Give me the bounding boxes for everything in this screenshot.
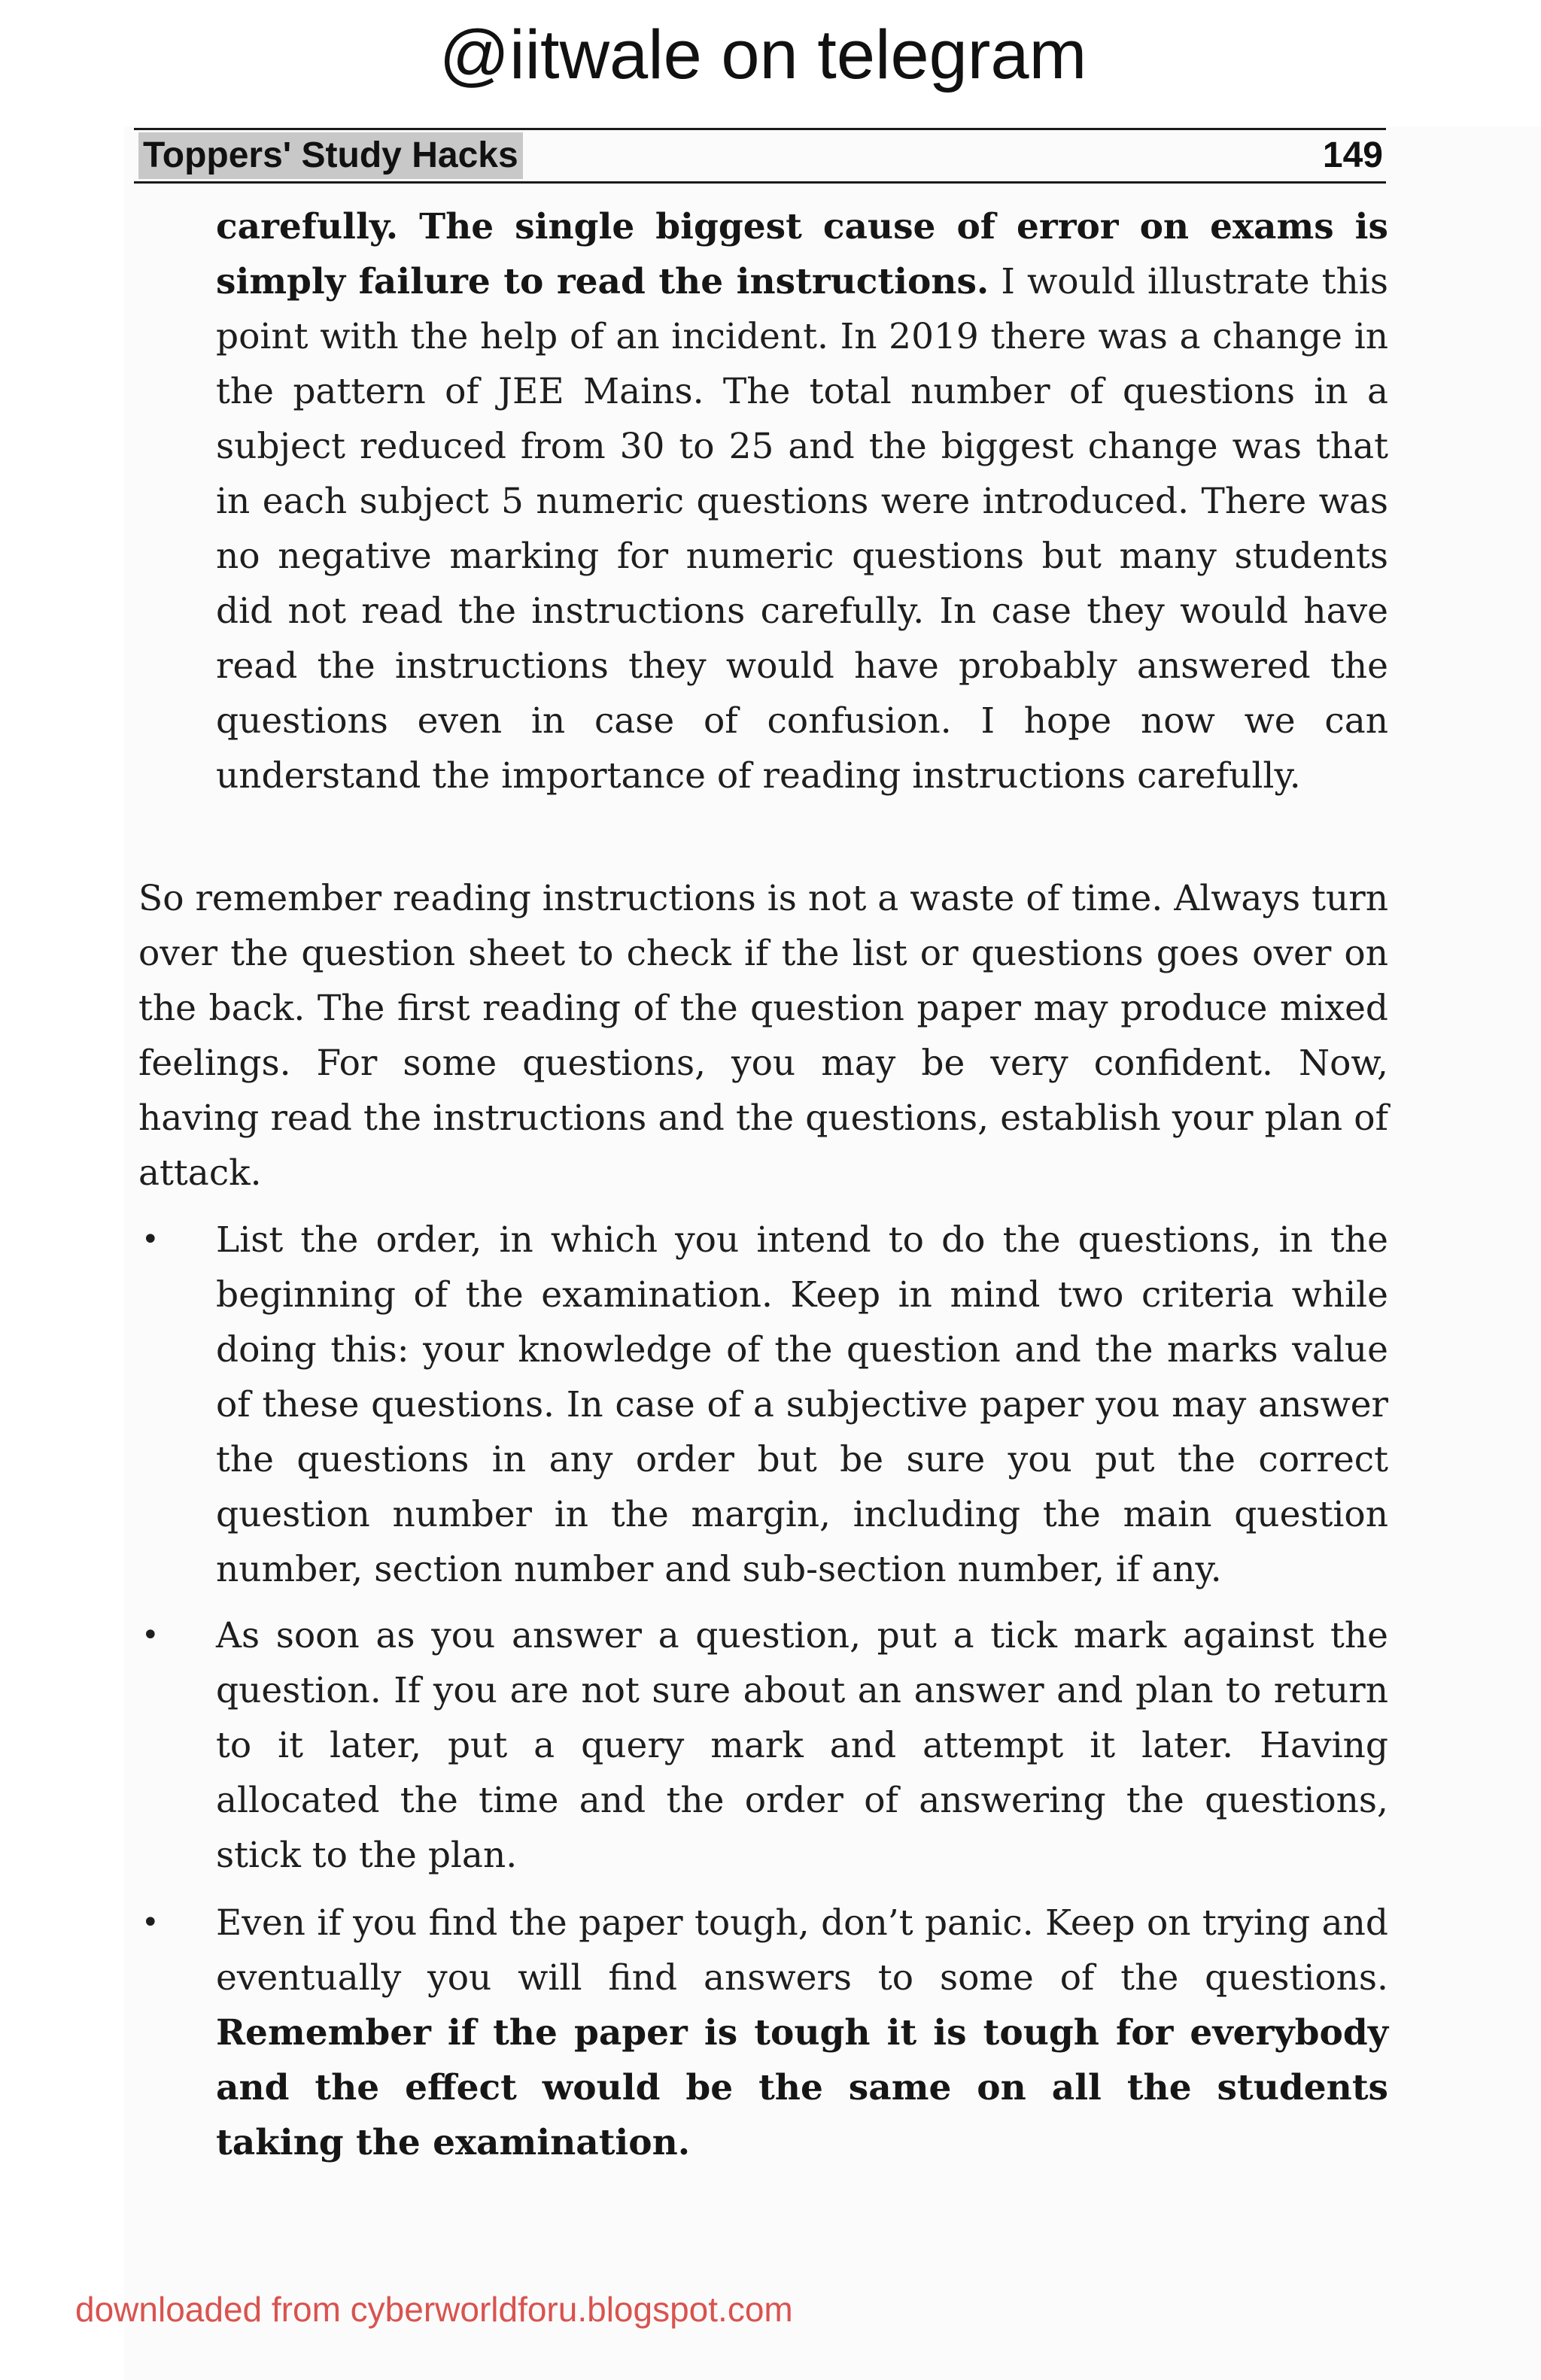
bottom-watermark: downloaded from cyberworldforu.blogspot.com	[75, 2290, 793, 2329]
running-header	[134, 128, 1386, 184]
continued-paragraph	[216, 199, 1388, 803]
list-item-text-bold: Remember if the paper is tough it is tough for everybody and the effect would be the same on all the students taking the examination.	[216, 2012, 1388, 2163]
list-item-text: As soon as you answer a question, put a tick mark against the question. If you are not sure about an answer and plan to return to it later, put a query mark and attempt it later. Having allocated the time and the order of answering the questions, stick to the plan.	[216, 1615, 1388, 1876]
book-title: Toppers' Study Hacks	[138, 132, 523, 179]
list-item-text	[216, 1896, 1388, 2170]
bullet-icon: •	[141, 1222, 160, 1257]
top-watermark: @iitwale on telegram	[439, 17, 1087, 93]
continued-paragraph-bold: carefully. The single biggest cause of error on exams is simply failure to read the instructions.	[216, 206, 1388, 302]
bullet-icon: •	[141, 1905, 160, 1940]
list-item-text-regular: Even if you find the paper tough, don’t panic. Keep on trying and eventually you will find answers to some of the questions.	[216, 1902, 1388, 1999]
list-item-text: List the order, in which you intend to do the questions, in the beginning of the examination. Keep in mind two criteria while doing this: your knowledge of the question and the marks value of these questions. In case of a subjective paper you may answer the questions in any order but be sure you put the correct question number in the margin, including the main question number, section number and sub-section number, if any.	[216, 1219, 1388, 1590]
main-paragraph: So remember reading instructions is not a waste of time. Always turn over the question sheet to check if the list or questions goes over on the back. The first reading of the question paper may produce mixed feelings. For some questions, you may be very confident. Now, having read the instructions and the questions, establish your plan of attack.	[138, 878, 1388, 1194]
continued-paragraph-text: I would illustrate this point with the help of an incident. In 2019 there was a change in the pattern of JEE Mains. The total number of questions in a subject reduced from 30 to 25 and the biggest change was that in each subject 5 numeric questions were introduced. There was no negative marking for numeric questions but many students did not read the instructions carefully. In case they would have read the instructions they would have probably answered the questions even in case of confusion. I hope now we can understand the importance of reading instructions carefully.	[216, 261, 1388, 797]
bullet-icon: •	[141, 1618, 160, 1653]
page-number: 149	[1322, 135, 1383, 175]
